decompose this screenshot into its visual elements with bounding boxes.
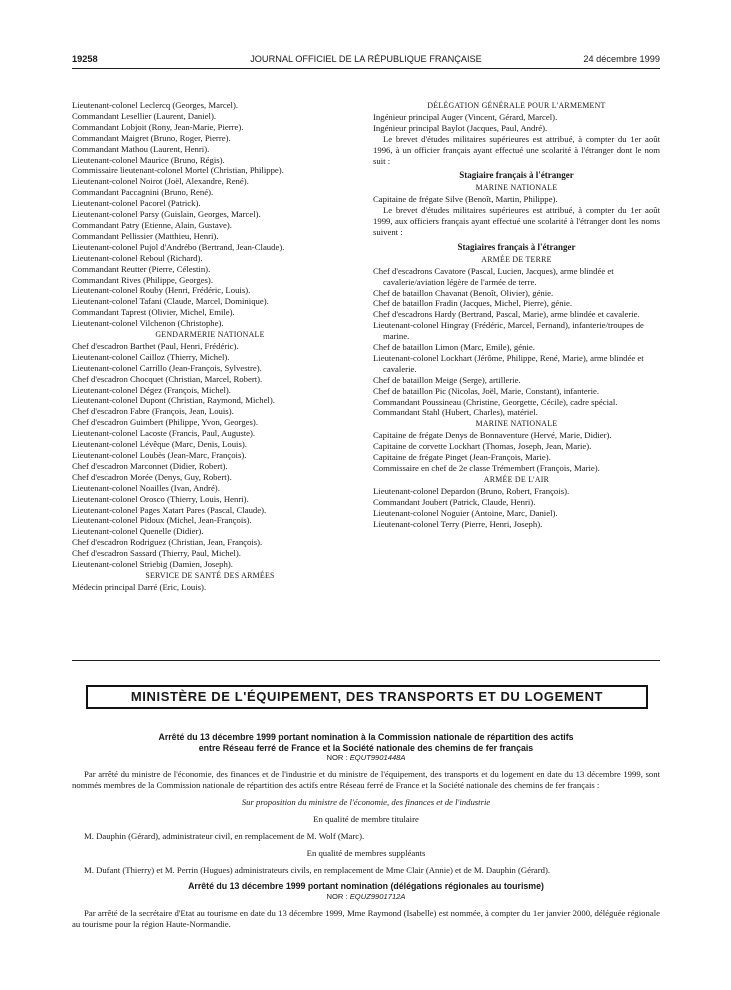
page-header: [72, 54, 660, 68]
list-item: Lieutenant-colonel Terry (Pierre, Henri, Joseph).: [373, 518, 543, 529]
nor-label: NOR :: [326, 892, 350, 902]
list-item: Lieutenant-colonel Dupont (Christian, Raymond, Michel).: [72, 395, 275, 406]
arrete-2-title: Arrêté du 13 décembre 1999 portant nomination (délégations régionales au tourisme): [188, 881, 544, 892]
journal-title: JOURNAL OFFICIEL DE LA RÉPUBLIQUE FRANÇAISE: [250, 54, 482, 64]
list-item: Commandant Poussineau (Christine, Georgette, Cécile), cadre spécial.: [373, 396, 618, 407]
arrete-1-title-line-1: Arrêté du 13 décembre 1999 portant nomination à la Commission nationale de répartition des actifs: [158, 732, 574, 742]
section-heading-dga: DÉLÉGATION GÉNÉRALE POUR L'ARMEMENT: [427, 101, 606, 110]
list-item: Commandant Maigret (Bruno, Roger, Pierre).: [72, 132, 231, 143]
list-item: Lieutenant-colonel Leclercq (Georges, Marcel).: [72, 100, 239, 110]
list-item: Ingénieur principal Auger (Vincent, Gérard, Marcel).: [373, 111, 558, 122]
arrete-1-nor: [72, 753, 660, 764]
arrete-1-title-line-2: entre Réseau ferré de France et la Société nationale des chemins de fer français: [198, 742, 534, 753]
list-item: Chef d'escadron Rodriguez (Christian, Jean, François).: [72, 537, 263, 548]
list-item: Commissaire en chef de 2e classe Trémembert (François, Marie).: [373, 463, 600, 473]
ministry-banner: MINISTÈRE DE L'ÉQUIPEMENT, DES TRANSPORTS ET DU LOGEMENT: [86, 685, 648, 709]
brevet-paragraph-1996: Le brevet d'études militaires supérieures est attribué, à compter du 1er août 1996, à un officier français ayant effectué une scolarité à l'étranger dont le nom suit :: [373, 133, 660, 166]
list-item: Lieutenant-colonel Lévêque (Marc, Denis, Louis).: [72, 439, 247, 450]
list-item: Commandant Taprest (Olivier, Michel, Emile).: [72, 307, 235, 318]
list-item: Chef d'escadron Chocquet (Christian, Marcel, Robert).: [72, 373, 263, 384]
list-item: Lieutenant-colonel Lacoste (Francis, Paul, Auguste).: [72, 428, 256, 439]
arrete-1-suppleants: M. Dufant (Thierry) et M. Perrin (Hugues) administrateurs civils, en remplacement de Mme Clair (Annie) et de M. Dauphin (Gérard).: [84, 864, 551, 875]
sante-list: [72, 582, 348, 593]
list-item: Commandant Mathou (Laurent, Henri).: [72, 143, 210, 154]
section-heading-marine-2: MARINE NATIONALE: [475, 419, 558, 429]
arrete-1-qualite-titulaire: En qualité de membre titulaire: [313, 813, 419, 824]
list-item: Chef d'escadron Fabre (François, Jean, Louis).: [72, 406, 234, 417]
arrete-1-qualite-suppleants: En qualité de membres suppléants: [306, 847, 426, 858]
list-item: Commandant Stahl (Hubert, Charles), matériel.: [373, 407, 538, 418]
list-item: Lieutenant-colonel Maurice (Bruno, Régis).: [72, 154, 225, 165]
page-number: 19258: [72, 54, 98, 64]
left-column: [72, 100, 348, 593]
list-item: Ingénieur principal Baylot (Jacques, Paul, André).: [373, 122, 548, 133]
marine-list-1: [373, 194, 660, 205]
list-item: Chef d'escadron Marconnet (Didier, Robert).: [72, 460, 228, 471]
list-item: Chef d'escadrons Hardy (Bertrand, Pascal, Marie), arme blindée et cavalerie.: [373, 309, 640, 320]
right-column: [373, 100, 660, 529]
list-item: Lieutenant-colonel Noguier (Antoine, Marc, Daniel).: [373, 507, 558, 518]
list-item: Lieutenant-colonel Striebig (Damien, Joseph).: [72, 559, 233, 570]
list-item: Lieutenant-colonel Depardon (Bruno, Robert, François).: [373, 485, 570, 496]
section-heading-terre: ARMÉE DE TERRE: [481, 254, 552, 264]
section-heading-sante: SERVICE DE SANTÉ DES ARMÉES: [145, 570, 275, 580]
list-item: Lieutenant-colonel Pidoux (Michel, Jean-François).: [72, 515, 252, 526]
list-item: Lieutenant-colonel Noailles (Ivan, André).: [72, 482, 220, 493]
list-item: Capitaine de frégate Pinget (Jean-François, Marie).: [373, 452, 551, 463]
arrete-2-paragraph: Par arrêté de la secrétaire d'Etat au tourisme en date du 13 décembre 1999, Mme Raymond (Isabelle) est nommée, à compter du 1er janvier 2000, déléguée régionale au tourisme pour la région Haute-Normandie.: [72, 907, 660, 929]
list-item: Lieutenant-colonel Cailloz (Thierry, Michel).: [72, 351, 230, 362]
list-item: Lieutenant-colonel Lockhart (Jérôme, Philippe, René, Marie), arme blindée et cavalerie.: [373, 352, 644, 374]
list-item: Commandant Pellissier (Matthieu, Henri).: [72, 230, 219, 241]
list-item: Lieutenant-colonel Quenelle (Didier).: [72, 526, 204, 537]
header-rule: [72, 68, 660, 69]
arrete-1-paragraph: Par arrêté du ministre de l'économie, des finances et de l'industrie et du ministre de l'équipement, des transports et du logement en date du 13 décembre 1999, sont nommés membres de la Commission nationale de répartition des actifs entre Réseau ferré de France et la Société nationale des chemins de fer français :: [72, 769, 660, 790]
list-item: Lieutenant-colonel Rouby (Henri, Frédéric, Louis).: [72, 285, 251, 296]
arrete-2-nor: [72, 892, 660, 903]
list-item: Chef de bataillon Limon (Marc, Emile), génie.: [373, 342, 535, 353]
list-item: Capitaine de frégate Denys de Bonnaventure (Hervé, Marie, Didier).: [373, 430, 612, 441]
list-item: Commandant Reutter (Pierre, Célestin).: [72, 263, 211, 274]
list-item: Commandant Paccagnini (Bruno, René).: [72, 187, 214, 198]
list-item: Lieutenant-colonel Pacorel (Patrick).: [72, 198, 201, 209]
list-item: Commandant Lesellier (Laurent, Daniel).: [72, 110, 217, 121]
list-item: Capitaine de corvette Lockhart (Thomas, Joseph, Jean, Marie).: [373, 441, 592, 452]
gendarmerie-list: [72, 341, 348, 570]
list-item: Lieutenant-colonel Noirot (Joël, Alexandre, René).: [72, 176, 249, 187]
list-item: Lieutenant-colonel Dégez (François, Michel).: [72, 384, 231, 395]
list-item: Médecin principal Darré (Eric, Louis).: [72, 581, 207, 592]
section-heading-air: ARMÉE DE L'AIR: [483, 474, 550, 484]
list-item: Capitaine de frégate Silve (Benoît, Martin, Philippe).: [373, 194, 558, 205]
arrete-1-proposition: Sur proposition du ministre de l'économie, des finances et de l'industrie: [241, 796, 491, 807]
list-item: Lieutenant-colonel Loubès (Jean-Marc, François).: [72, 450, 247, 460]
list-item: Chef de bataillon Chavanat (Benoît, Olivier), génie.: [373, 287, 554, 298]
section-heading-gendarmerie: GENDARMERIE NATIONALE: [155, 330, 265, 340]
list-item: Commandant Patry (Etienne, Alain, Gustave).: [72, 219, 232, 230]
list-item: Chef de bataillon Fradin (Jacques, Michel, Pierre), génie.: [373, 298, 573, 309]
heading-stagiaire: Stagiaire français à l'étranger: [459, 170, 574, 181]
heading-stagiaires: Stagiaires français à l'étranger: [457, 241, 576, 252]
list-item: Chef de bataillon Meige (Serge), artillerie.: [373, 374, 521, 385]
dga-list: [373, 112, 660, 134]
list-item: Commandant Rives (Philippe, Georges).: [72, 274, 213, 285]
list-item: Lieutenant-colonel Carrillo (Jean-François, Sylvestre).: [72, 362, 262, 373]
ministry-section: [72, 732, 660, 936]
officer-list: [72, 100, 348, 329]
arrete-1-titulaire: M. Dauphin (Gérard), administrateur civil, en remplacement de M. Wolf (Marc).: [84, 830, 365, 841]
marine-list-2: [373, 430, 660, 474]
nor-value: EQUT9901448A: [349, 753, 406, 763]
air-list: [373, 486, 660, 530]
list-item: Lieutenant-colonel Orosco (Thierry, Louis, Henri).: [72, 493, 249, 504]
list-item: Lieutenant-colonel Pujol d'Andrébo (Bertrand, Jean-Claude).: [72, 241, 285, 252]
list-item: Chef d'escadrons Cavatore (Pascal, Lucien, Jacques), arme blindée et cavalerie/aviation légère de l'armée de terre.: [373, 265, 614, 287]
terre-list: [373, 266, 660, 419]
list-item: Lieutenant-colonel Vilchenon (Christophe).: [72, 318, 224, 329]
list-item: Chef d'escadron Guimbert (Philippe, Yvon, Georges).: [72, 417, 258, 428]
list-item: Commandant Joubert (Patrick, Claude, Henri).: [373, 496, 536, 507]
list-item: Chef d'escadron Sassard (Thierry, Paul, Michel).: [72, 548, 241, 559]
nor-value: EQUZ9901712A: [349, 892, 406, 902]
columns-end-rule: [72, 660, 660, 661]
section-heading-marine-1: MARINE NATIONALE: [475, 183, 558, 193]
list-item: Lieutenant-colonel Reboul (Richard).: [72, 252, 203, 263]
brevet-paragraph-1999: Le brevet d'études militaires supérieures est attribué, à compter du 1er août 1999, aux officiers français ayant effectué une scolarité à l'étranger dont les noms suivent :: [373, 205, 660, 237]
list-item: Chef d'escadron Barthet (Paul, Henri, Frédéric).: [72, 340, 239, 351]
list-item: Commissaire lieutenant-colonel Mortel (Christian, Philippe).: [72, 165, 284, 176]
list-item: Lieutenant-colonel Pages Xatart Pares (Pascal, Claude).: [72, 504, 267, 515]
list-item: Chef d'escadron Morée (Denys, Guy, Robert).: [72, 471, 232, 482]
list-item: Chef de bataillon Pic (Nicolas, Joël, Marie, Constant), infanterie.: [373, 385, 600, 396]
list-item: Lieutenant-colonel Hingray (Frédéric, Marcel, Fernand), infanterie/troupes de marine.: [373, 320, 644, 342]
list-item: Lieutenant-colonel Parsy (Guislain, Georges, Marcel).: [72, 209, 261, 220]
nor-label: NOR :: [326, 753, 350, 763]
issue-date: 24 décembre 1999: [583, 54, 660, 64]
list-item: Lieutenant-colonel Tafani (Claude, Marcel, Dominique).: [72, 296, 269, 307]
list-item: Commandant Lobjoit (Rony, Jean-Marie, Pierre).: [72, 121, 244, 132]
